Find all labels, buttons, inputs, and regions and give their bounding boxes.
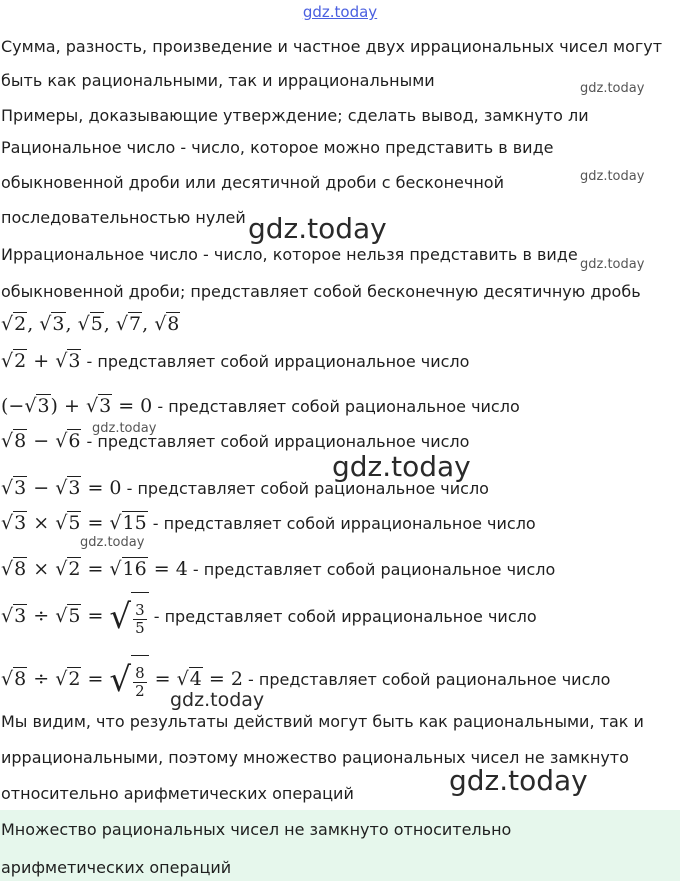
example-value: 0 [140, 395, 153, 417]
example-value: 2 [230, 668, 243, 690]
example-row: √8 ÷ √2 = √ $\frac{8}{2}$ = √4 = 2 - представляет собой рациональное число [1, 655, 610, 705]
site-header-link[interactable]: gdz.today [302, 3, 378, 21]
example-row: √3 − √3 = 0 - представляет собой рациональное число [1, 477, 489, 499]
summary-line: иррациональными, поэтому множество рациональных чисел не замкнуто [1, 748, 629, 767]
radicand: 8 [14, 668, 27, 690]
example-row: √3 × √5 = √15 - представляет собой иррациональное число [1, 512, 536, 534]
watermark: gdz.today [580, 81, 645, 96]
paragraph-line: обыкновенной дроби; представляет собой бесконечную десятичную дробь [1, 282, 641, 301]
example-row: √8 × √2 = √16 = 4 - представляет собой рациональное число [1, 558, 556, 580]
example-result-text: - представляет собой иррациональное число [86, 352, 470, 371]
conclusion-box [0, 810, 680, 881]
example-result-text: - представляет собой рациональное число [126, 479, 489, 498]
radicand: 5 [90, 313, 103, 335]
paragraph-line: Примеры, доказывающие утверждение; сделать вывод, замкнуто ли [1, 106, 589, 125]
radicand: 3 [14, 605, 27, 627]
radicand: 3 [52, 313, 65, 335]
radicand: 8 [167, 313, 180, 335]
radicand: 3 [14, 477, 27, 499]
paragraph-line: последовательностью нулей [1, 208, 246, 227]
radicand: 15 [122, 512, 147, 534]
watermark: gdz.today [449, 764, 588, 797]
radicand: 8 [14, 558, 27, 580]
example-result-text: - представляет собой рациональное число [192, 560, 556, 579]
paragraph-line: обыкновенной дроби или десятичной дроби с бесконечной [1, 173, 504, 192]
radicand: 3 [37, 395, 50, 417]
watermark: gdz.today [580, 169, 645, 184]
roots-list: √2, √3, √5, √7, √8 [1, 313, 180, 335]
conclusion-line: арифметических операций [1, 858, 232, 877]
watermark: gdz.today [248, 212, 387, 245]
conclusion-line: Множество рациональных чисел не замкнуто относительно [1, 820, 512, 839]
fraction-denominator: 5 [135, 618, 145, 637]
watermark: gdz.today [332, 450, 471, 483]
example-row: √2 + √3 - представляет собой иррациональное число [1, 350, 470, 372]
radicand: 2 [14, 350, 27, 372]
radicand: 6 [68, 430, 81, 452]
watermark: gdz.today [92, 421, 157, 436]
paragraph-line: быть как рациональными, так и иррациональными [1, 71, 435, 90]
watermark: gdz.today [580, 257, 645, 272]
radicand: 16 [122, 558, 147, 580]
radicand: 2 [68, 558, 81, 580]
example-value: 4 [175, 558, 188, 580]
watermark: gdz.today [80, 535, 145, 550]
paragraph-line: Иррациональное число - число, которое нельзя представить в виде [1, 245, 578, 264]
example-row: (−√3) + √3 = 0 - представляет собой рациональное число [1, 395, 520, 417]
watermark: gdz.today [170, 689, 265, 711]
example-result-text: - представляет собой иррациональное число [86, 432, 470, 451]
example-row: √3 ÷ √5 = √ $\frac{3}{5}$ - представляет собой иррациональное число [1, 592, 537, 642]
radicand: 3 [68, 477, 81, 499]
radicand: 5 [68, 512, 81, 534]
radicand: 3 [68, 350, 81, 372]
example-value: 0 [109, 477, 122, 499]
example-row: √8 − √6 - представляет собой иррациональное число [1, 430, 470, 452]
radicand: 2 [14, 313, 27, 335]
radicand: 7 [129, 313, 142, 335]
summary-line: относительно арифметических операций [1, 784, 354, 803]
paragraph-line: Сумма, разность, произведение и частное двух иррациональных чисел могут [1, 37, 663, 56]
fraction-denominator: 2 [135, 681, 145, 700]
paragraph-line: Рациональное число - число, которое можно представить в виде [1, 138, 554, 157]
radicand: 8 [14, 430, 27, 452]
fraction-numerator: 3 [135, 600, 145, 619]
fraction-numerator: 8 [135, 663, 145, 682]
radicand: 2 [68, 668, 81, 690]
example-result-text: - представляет собой рациональное число [248, 670, 611, 689]
radicand: 4 [189, 668, 202, 690]
example-result-text: - представляет собой иррациональное число [153, 607, 537, 626]
radicand: 3 [14, 512, 27, 534]
radicand: 5 [68, 605, 81, 627]
radicand: 3 [99, 395, 112, 417]
example-result-text: - представляет собой иррациональное число [152, 514, 536, 533]
example-result-text: - представляет собой рациональное число [157, 397, 520, 416]
summary-line: Мы видим, что результаты действий могут быть как рациональными, так и [1, 712, 644, 731]
